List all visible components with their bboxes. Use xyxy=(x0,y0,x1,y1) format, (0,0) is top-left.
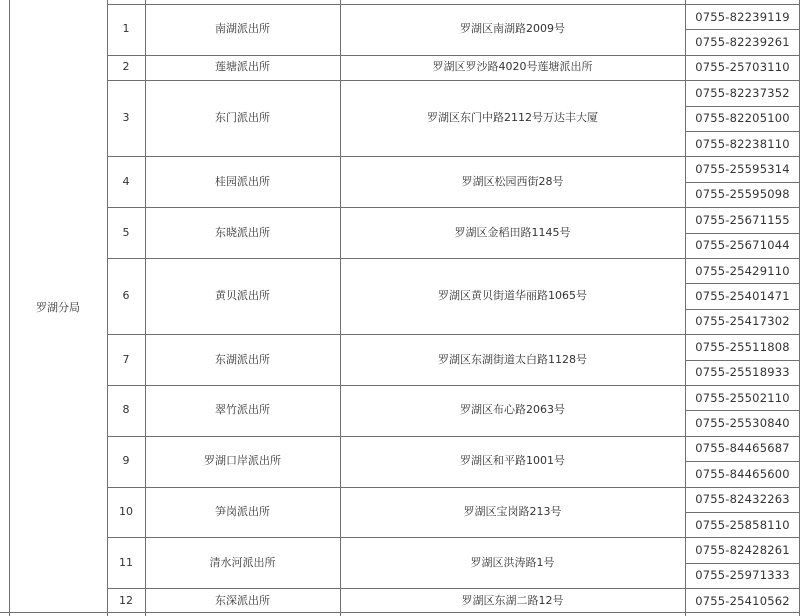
station-phone: 0755-82239261 xyxy=(695,35,790,50)
station-number: 9 xyxy=(122,454,130,468)
station-address: 罗湖区金稻田路1145号 xyxy=(454,225,571,239)
station-number: 8 xyxy=(122,403,130,417)
station-phone: 0755-25410562 xyxy=(695,593,790,608)
station-phone: 0755-25595314 xyxy=(695,162,790,177)
station-name: 东门派出所 xyxy=(215,111,270,125)
station-address: 罗湖区布心路2063号 xyxy=(460,403,565,417)
station-address: 罗湖区南湖路2009号 xyxy=(460,22,565,36)
station-number: 3 xyxy=(122,111,130,125)
station-phone: 0755-84465600 xyxy=(695,466,790,481)
station-phone: 0755-82428261 xyxy=(695,543,790,558)
station-phone: 0755-25429110 xyxy=(695,263,790,278)
station-phone: 0755-82238110 xyxy=(695,136,790,151)
station-phone: 0755-25595098 xyxy=(695,187,790,202)
district-cell: 罗湖分局 xyxy=(36,301,80,314)
station-name: 东湖派出所 xyxy=(215,352,270,366)
station-phone: 0755-25530840 xyxy=(695,416,790,431)
station-address: 罗湖区东湖街道太白路1128号 xyxy=(438,352,587,366)
station-name: 翠竹派出所 xyxy=(215,403,270,417)
station-phone: 0755-25417302 xyxy=(695,314,790,329)
station-number: 7 xyxy=(122,352,130,366)
station-address: 罗湖区罗沙路4020号莲塘派出所 xyxy=(432,60,593,74)
column-border xyxy=(340,0,341,616)
column-border xyxy=(145,0,146,616)
station-phone: 0755-25671044 xyxy=(695,238,790,253)
station-name: 南湖派出所 xyxy=(215,22,270,36)
column-border xyxy=(685,0,686,616)
station-number: 2 xyxy=(122,60,130,74)
station-number: 5 xyxy=(122,225,130,239)
station-phone: 0755-25401471 xyxy=(695,289,790,304)
station-phone: 0755-25511808 xyxy=(695,339,790,354)
station-address: 罗湖区黄贝街道华丽路1065号 xyxy=(438,289,587,303)
column-border xyxy=(9,0,10,616)
station-number: 6 xyxy=(122,289,130,303)
station-phone: 0755-25671155 xyxy=(695,212,790,227)
station-phone: 0755-82432263 xyxy=(695,492,790,507)
station-name: 笋岗派出所 xyxy=(215,504,270,518)
station-number: 1 xyxy=(122,22,130,36)
station-phone: 0755-84465687 xyxy=(695,441,790,456)
station-address: 罗湖区松园西街28号 xyxy=(461,174,564,188)
station-phone: 0755-25518933 xyxy=(695,365,790,380)
station-phone: 0755-82205100 xyxy=(695,111,790,126)
station-name: 罗湖口岸派出所 xyxy=(204,454,281,468)
station-address: 罗湖区东门中路2112号万达丰大厦 xyxy=(427,111,598,125)
station-phone: 0755-25502110 xyxy=(695,390,790,405)
station-phone: 0755-82237352 xyxy=(695,85,790,100)
station-address: 罗湖区宝岗路213号 xyxy=(463,504,562,518)
station-phone: 0755-25971333 xyxy=(695,568,790,583)
station-name: 清水河派出所 xyxy=(209,555,276,569)
station-number: 10 xyxy=(119,504,133,518)
station-address: 罗湖区洪涛路1号 xyxy=(470,555,555,569)
station-phone: 0755-82239119 xyxy=(695,9,790,24)
station-phone: 0755-25858110 xyxy=(695,517,790,532)
station-phone: 0755-25703110 xyxy=(695,60,790,75)
station-number: 11 xyxy=(119,555,133,569)
station-name: 黄贝派出所 xyxy=(215,289,270,303)
station-name: 莲塘派出所 xyxy=(215,60,270,74)
station-name: 东晓派出所 xyxy=(215,225,270,239)
row-border xyxy=(0,612,800,613)
station-address: 罗湖区和平路1001号 xyxy=(460,454,565,468)
station-number: 4 xyxy=(122,174,130,188)
station-name: 东深派出所 xyxy=(215,593,270,607)
column-border xyxy=(107,0,108,616)
station-number: 12 xyxy=(119,593,133,607)
station-name: 桂园派出所 xyxy=(215,174,270,188)
station-address: 罗湖区东湖二路12号 xyxy=(461,593,564,607)
